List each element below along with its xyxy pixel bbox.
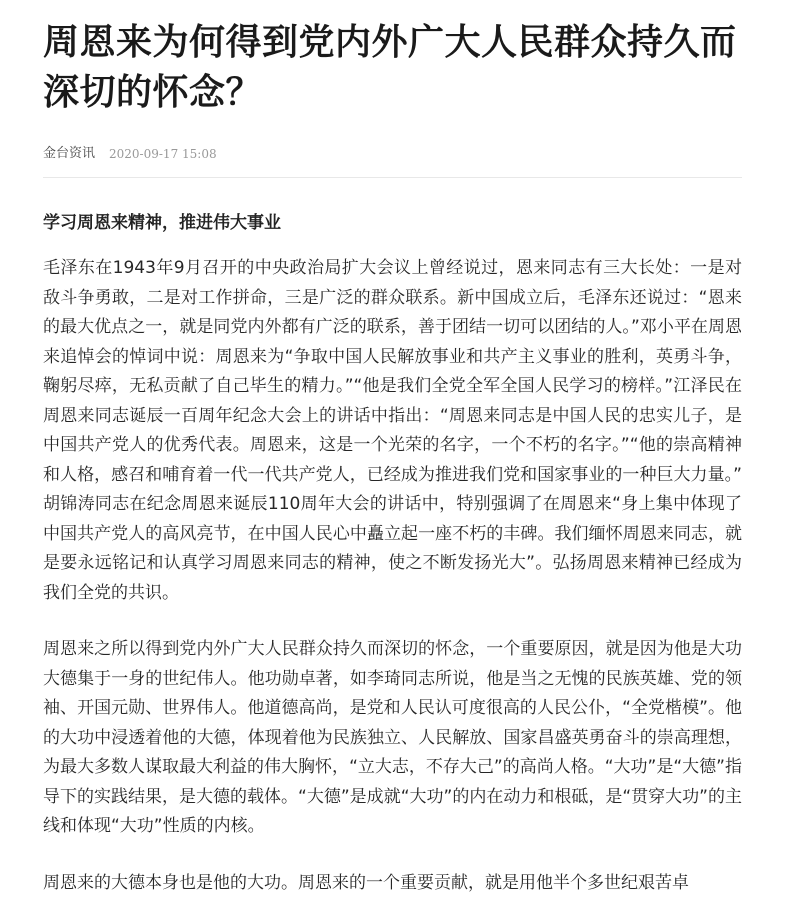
article-subheading: 学习周恩来精神，推进伟大事业: [43, 213, 281, 233]
article-source[interactable]: 金台资讯: [43, 146, 96, 161]
article-paragraph-1: 毛泽东在1943年9月召开的中央政治局扩大会议上曾经说过，恩来同志有三大长处：一是对敌斗争勇敢，二是对工作拼命，三是广泛的群众联系。新中国成立后，毛泽东还说过：“恩来的最大优点之一，就是同党内外都有广泛的联系，善于团结一切可以团结的人。”邓小平在周恩来追悼会的悼词中说：周恩来为“争取中国人民解放事业和共产主义事业的胜利，英勇斗争，鞠躬尽瘁，无私贡献了自己毕生的精力。”“他是我们全党全军全国人民学习的榜样。”江泽民在周恩来同志诞辰一百周年纪念大会上的讲话中指出：“周恩来同志是中国人民的忠实儿子，是中国共产党人的优秀代表。周恩来，这是一个光荣的名字，一个不朽的名字。”“他的崇高精神和人格，感召和哺育着一代一代共产党人，已经成为推进我们党和国家事业的一种巨大力量。” 胡锦涛同志在纪念周恩来诞辰110周年大会的讲话中，特别强调了在周恩来“身上集中体现了中国共产党人的高风亮节，在中国人民心中矗立起一座不朽的丰碑。我们缅怀周恩来同志，就是要永远铭记和认真学习周恩来同志的精神，使之不断发扬光大”。弘扬周恩来精神已经成为我们全党的共识。: [43, 258, 742, 603]
article-timestamp: 2020-09-17 15:08: [109, 147, 217, 161]
article-paragraph-3: 周恩来的大德本身也是他的大功。周恩来的一个重要贡献，就是用他半个多世纪艰苦卓: [43, 872, 689, 893]
article-meta: [43, 144, 742, 164]
meta-divider: [43, 177, 742, 178]
article-paragraph-2: 周恩来之所以得到党内外广大人民群众持久而深切的怀念，一个重要原因，就是因为他是大功大德集于一身的世纪伟人。他功勋卓著，如李琦同志所说，他是当之无愧的民族英雄、党的领袖、开国元勋、世界伟人。他道德高尚，是党和人民认可度很高的人民公仆，“全党楷模”。他的大功中浸透着他的大德，体现着他为民族独立、人民解放、国家昌盛英勇奋斗的崇高理想，为最大多数人谋取最大利益的伟大胸怀，“立大志，不存大己”的高尚人格。“大功”是“大德”指导下的实践结果，是大德的载体。“大德”是成就“大功”的内在动力和根砥，是“贯穿大功”的主线和体现“大功”性质的内核。: [43, 639, 742, 836]
article-title: 周恩来为何得到党内外广大人民群众持久而深切的怀念？: [43, 22, 737, 113]
